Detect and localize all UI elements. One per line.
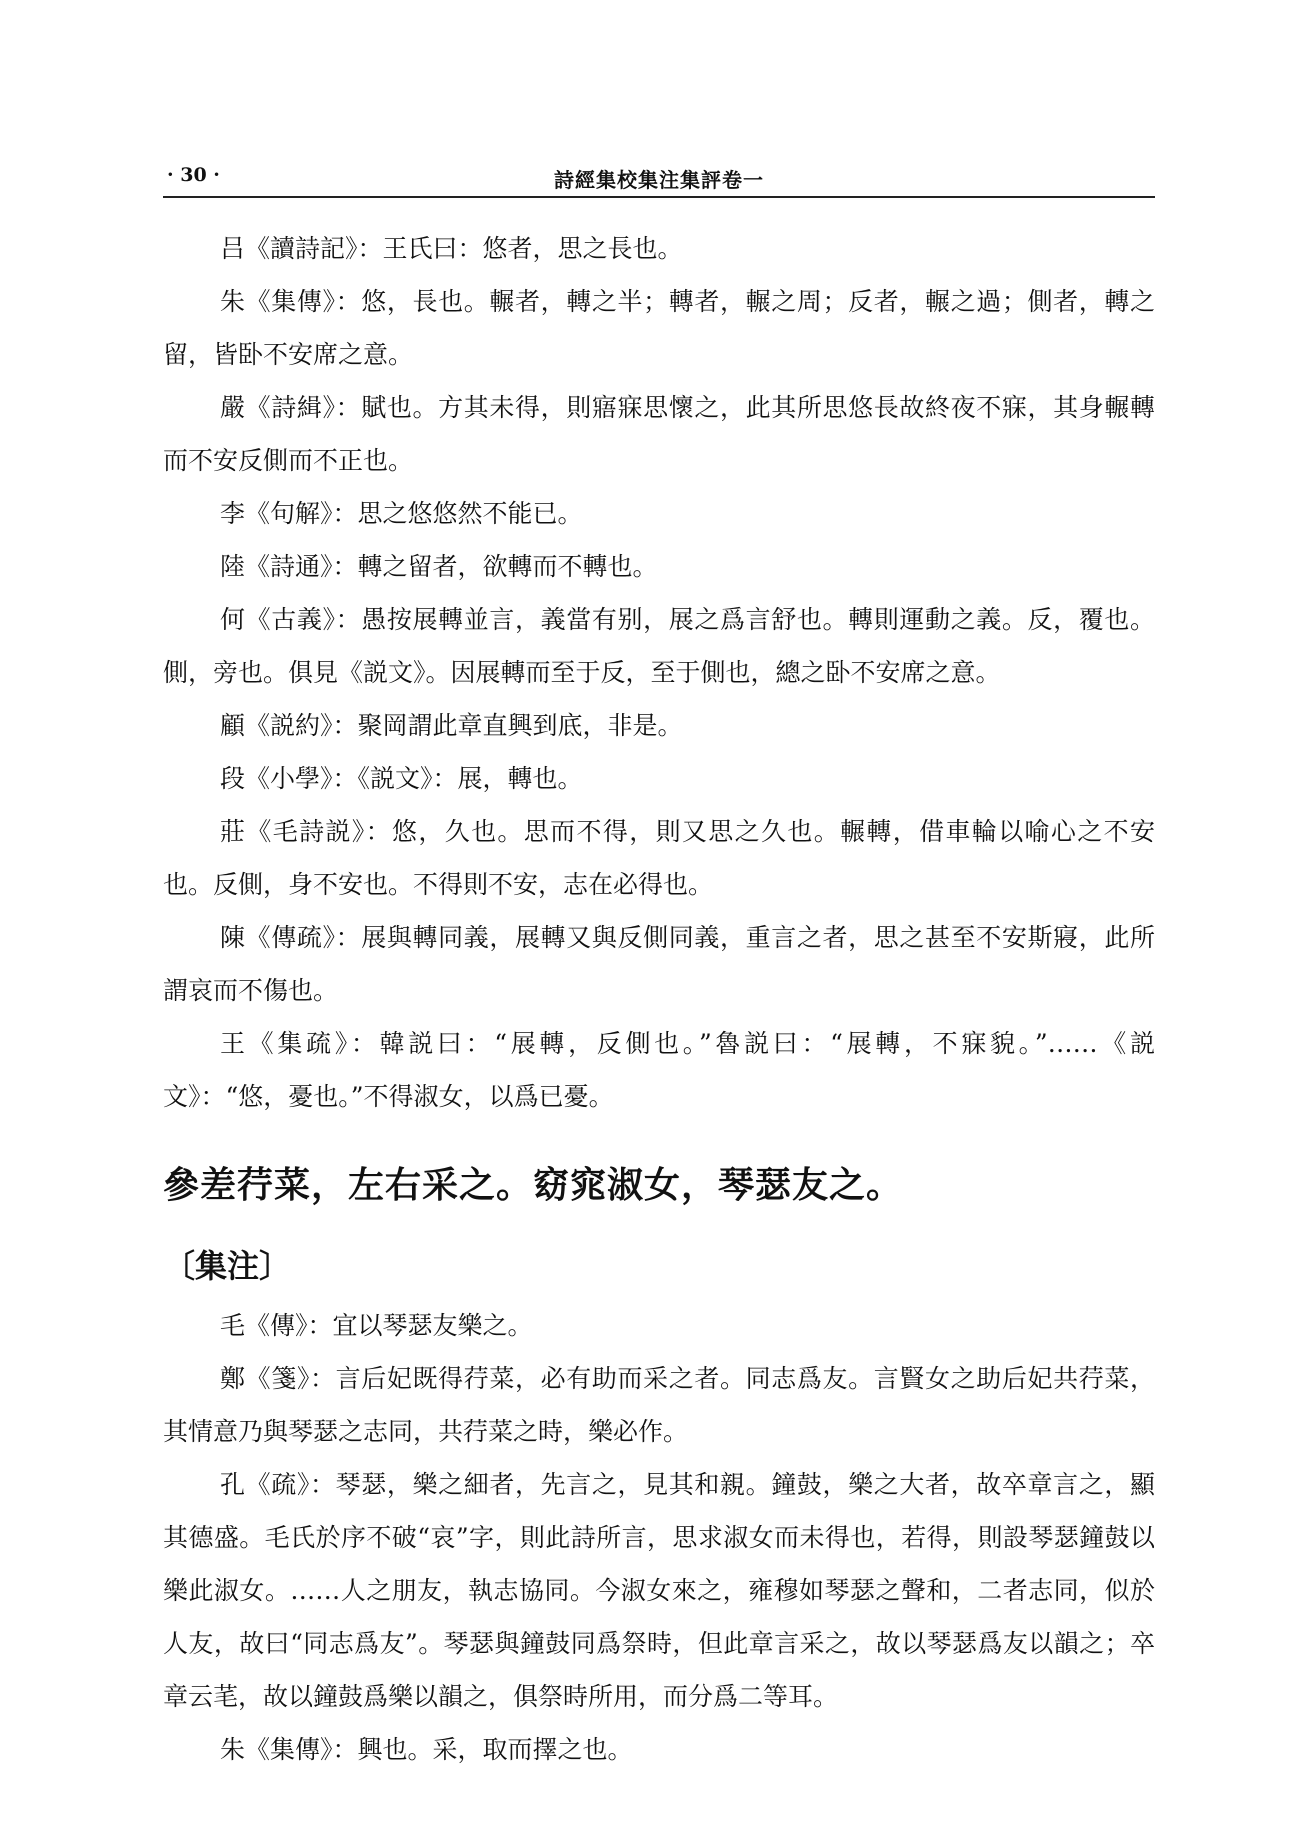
verse-line: 參差荇菜，左右采之。窈窕淑女，琴瑟友之。 bbox=[163, 1164, 904, 1206]
commentary-paragraph: 朱《集傳》：悠，長也。輾者，轉之半；轉者，輾之周；反者，輾之過；側者，轉之留，皆卧不安席之意。 bbox=[163, 287, 1155, 369]
commentary-paragraph: 何《古義》：愚按展轉並言，義當有别，展之爲言舒也。轉則運動之義。反，覆也。側，旁也。俱見《説文》。因展轉而至于反，至于側也，總之卧不安席之意。 bbox=[163, 605, 1155, 687]
commentary-paragraph: 鄭《箋》：言后妃既得荇菜，必有助而采之者。同志爲友。言賢女之助后妃共荇菜，其情意乃與琴瑟之志同，共荇菜之時，樂必作。 bbox=[163, 1364, 1155, 1446]
commentary-paragraph: 王《集疏》：韓説曰：“展轉，反側也。”魯説曰：“展轉，不寐貌。”……《説文》：“悠，憂也。”不得淑女，以爲已憂。 bbox=[163, 1029, 1155, 1111]
commentary-paragraph: 朱《集傳》：興也。采，取而擇之也。 bbox=[220, 1735, 633, 1764]
commentary-paragraph: 毛《傳》：宜以琴瑟友樂之。 bbox=[220, 1311, 533, 1340]
header-rule bbox=[163, 196, 1155, 198]
commentary-paragraph: 顧《説約》：聚岡謂此章直興到底，非是。 bbox=[220, 711, 683, 740]
section-heading: 〔集注〕 bbox=[163, 1247, 292, 1285]
commentary-paragraph: 嚴《詩緝》：賦也。方其未得，則寤寐思懷之，此其所思悠長故終夜不寐，其身輾轉而不安反側而不正也。 bbox=[163, 393, 1155, 475]
commentary-paragraph: 吕《讀詩記》：王氏曰：悠者，思之長也。 bbox=[220, 234, 683, 263]
commentary-paragraph: 孔《疏》：琴瑟，樂之細者，先言之，見其和親。鐘鼓，樂之大者，故卒章言之，顯其德盛。毛氏於序不破“哀”字，則此詩所言，思求淑女而未得也，若得，則設琴瑟鐘鼓以樂此淑女。……人之朋友，執志協同。今淑女來之，雍穆如琴瑟之聲和，二者志同，似於人友，故曰“同志爲友”。琴瑟與鐘鼓同爲祭時，但此章言采之，故以琴瑟爲友以韻之；卒章云芼，故以鐘鼓爲樂以韻之，俱祭時所用，而分爲二等耳。 bbox=[163, 1470, 1155, 1711]
commentary-paragraph: 莊《毛詩説》：悠，久也。思而不得，則又思之久也。輾轉，借車輪以喻心之不安也。反側，身不安也。不得則不安，志在必得也。 bbox=[163, 817, 1155, 899]
page-number: · 30 · bbox=[167, 164, 220, 186]
page-header bbox=[163, 158, 1155, 198]
commentary-paragraph: 陳《傳疏》：展與轉同義，展轉又與反側同義，重言之者，思之甚至不安斯寢，此所謂哀而不傷也。 bbox=[163, 923, 1155, 1005]
commentary-paragraph: 段《小學》：《説文》：展，轉也。 bbox=[220, 764, 583, 793]
commentary-paragraph: 陸《詩通》：轉之留者，欲轉而不轉也。 bbox=[220, 552, 658, 581]
page-body bbox=[163, 222, 1155, 1776]
running-title: 詩經集校集注集評卷一 bbox=[554, 168, 764, 192]
commentary-paragraph: 李《句解》：思之悠悠然不能已。 bbox=[220, 499, 583, 528]
